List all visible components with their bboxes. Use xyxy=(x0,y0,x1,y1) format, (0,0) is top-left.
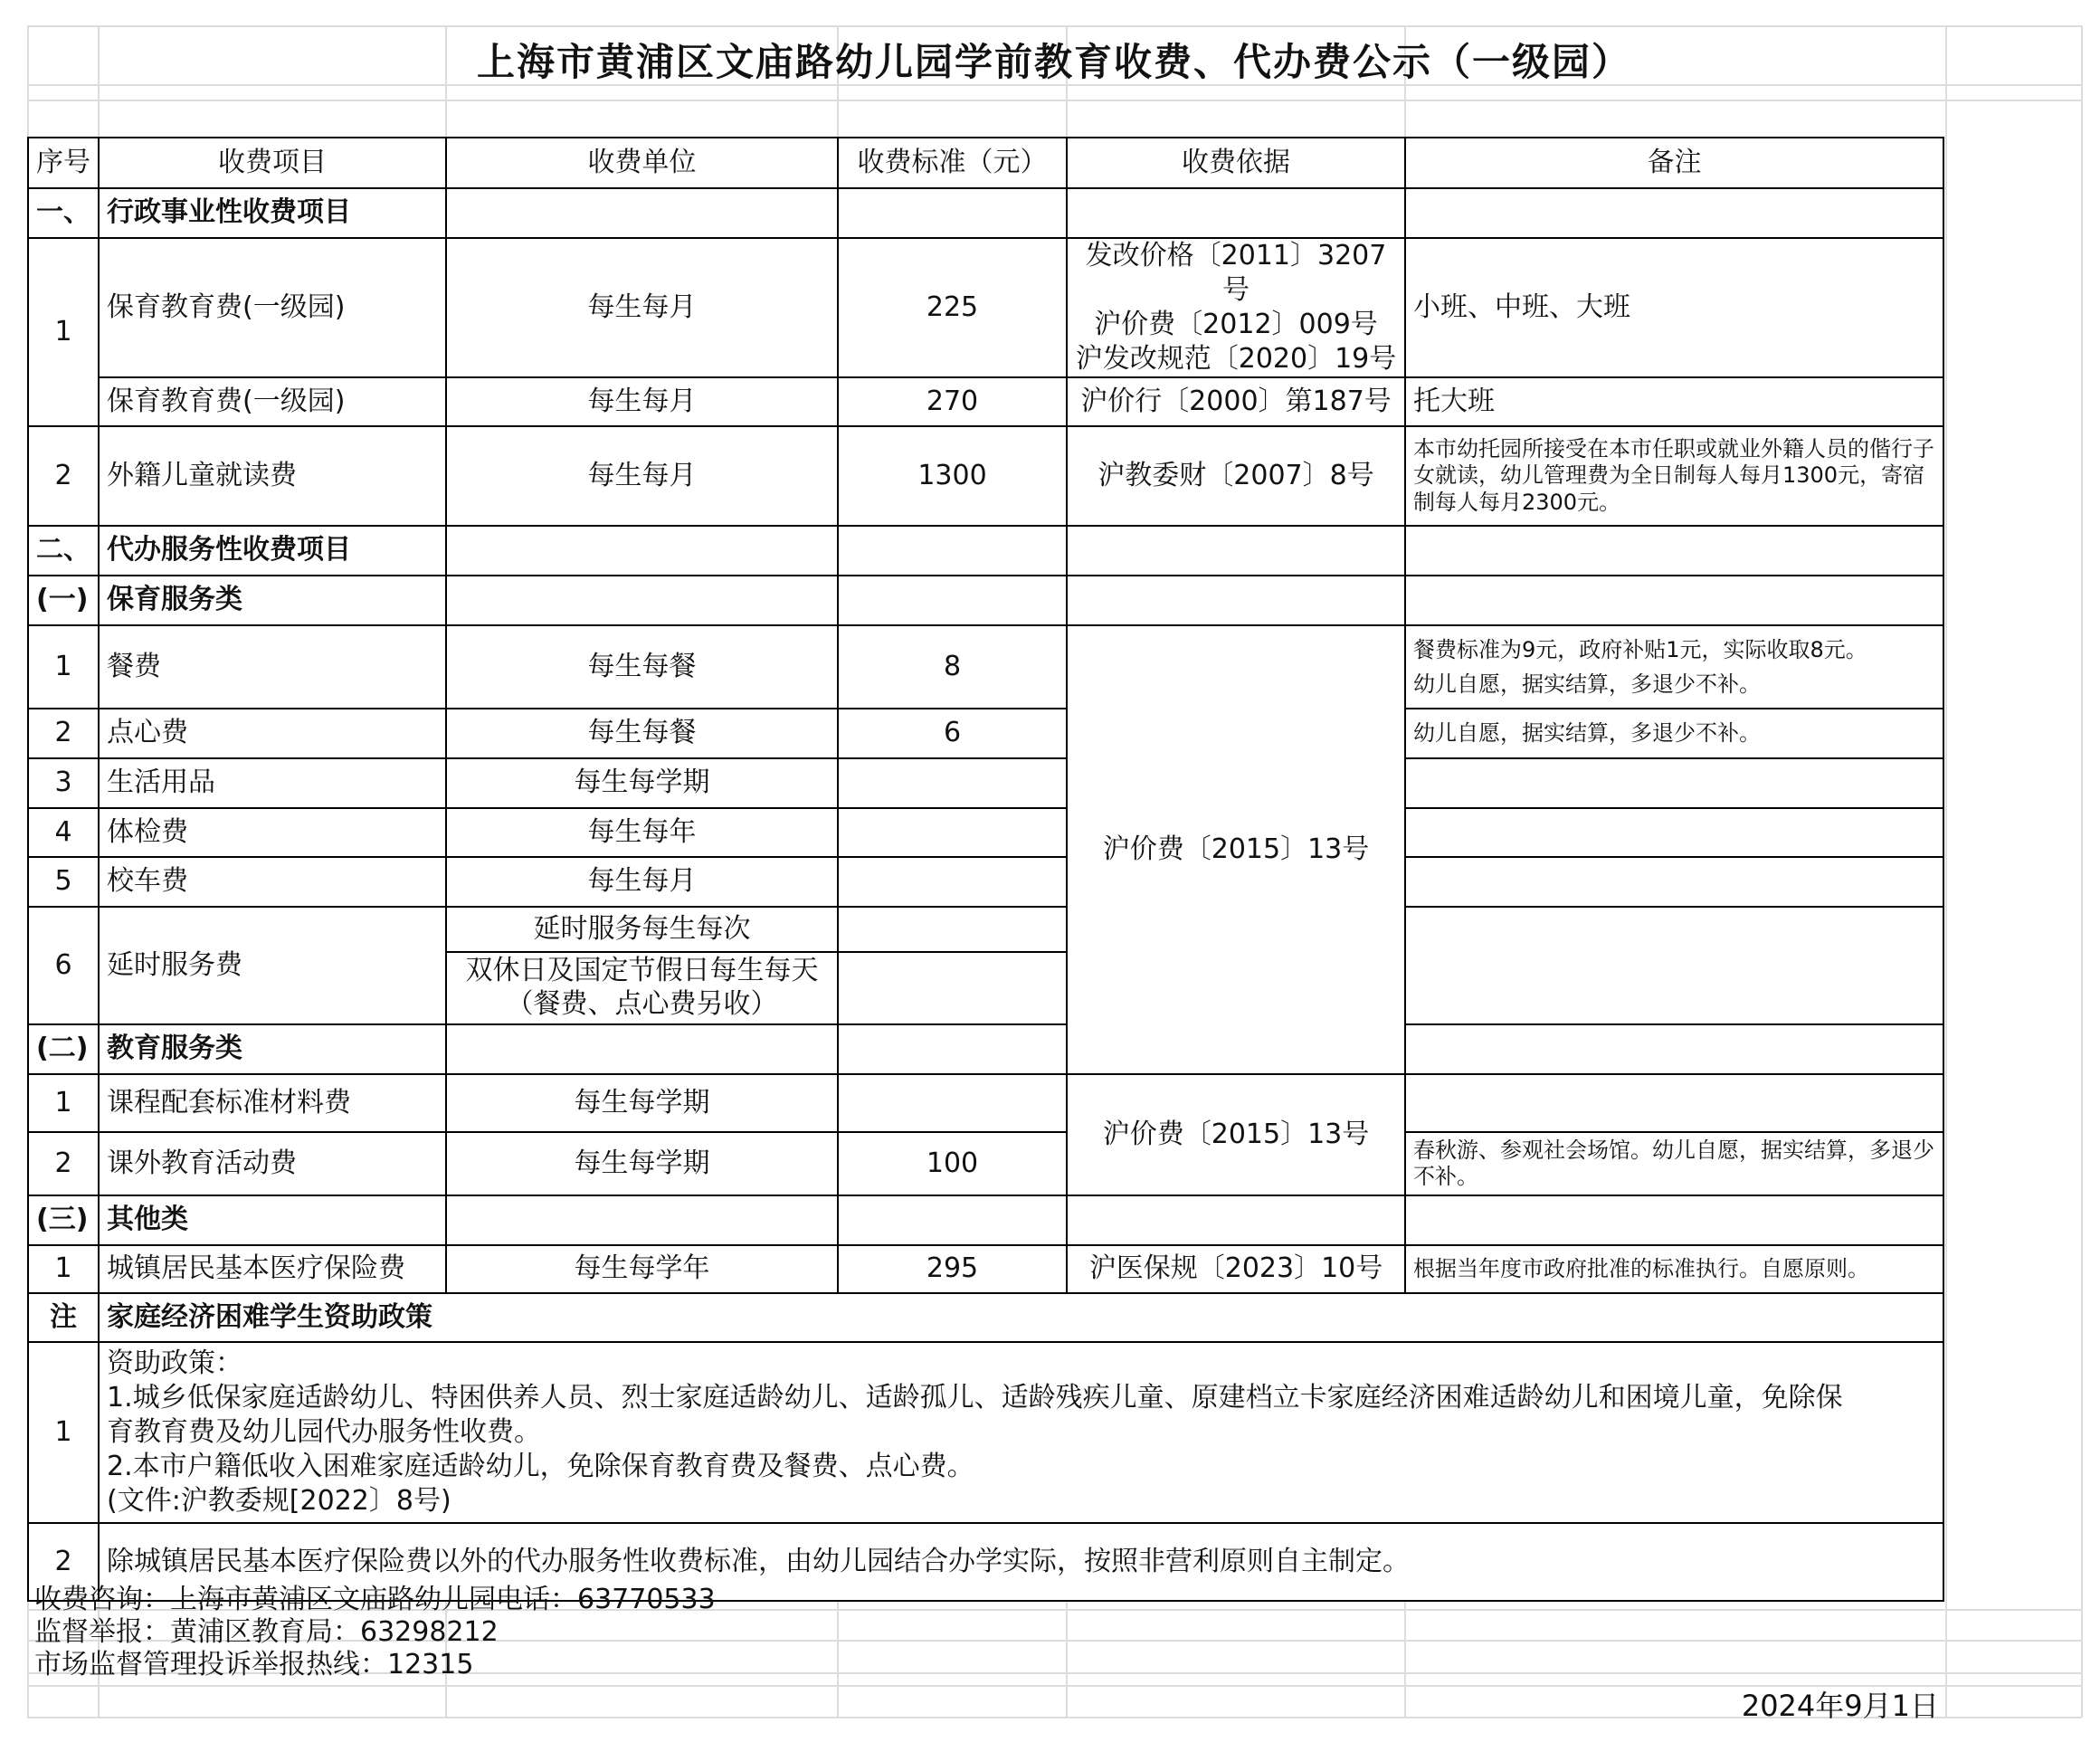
row-num: 1 xyxy=(28,1074,99,1132)
row-unit: 每生每年 xyxy=(446,808,838,857)
row-note: 幼儿自愿，据实结算，多退少不补。 xyxy=(1405,709,1943,758)
table-row xyxy=(28,625,1943,709)
unit-line: （餐费、点心费另收） xyxy=(506,988,778,1020)
row-num: 1 xyxy=(28,1245,99,1293)
table-row xyxy=(28,377,1943,426)
row-price: 8 xyxy=(838,625,1067,709)
header-unit: 收费单位 xyxy=(446,138,838,188)
subsection-row xyxy=(28,576,1943,625)
row-note: 托大班 xyxy=(1405,377,1943,426)
row-item: 点心费 xyxy=(99,709,446,758)
row-basis: 沪价费〔2015〕13号 xyxy=(1067,625,1405,1074)
basis-line: 沪价费〔2012〕009号 xyxy=(1094,309,1378,340)
table-row xyxy=(28,709,1943,758)
row-unit: 每生每餐 xyxy=(446,709,838,758)
footer-hotline: 市场监督管理投诉举报热线：12315 xyxy=(34,1649,474,1680)
row-item: 体检费 xyxy=(99,808,446,857)
subsection-label: 教育服务类 xyxy=(99,1024,446,1074)
row-unit xyxy=(446,952,838,1024)
row-note: 春秋游、参观社会场馆。幼儿自愿，据实结算，多退少不补。 xyxy=(1405,1132,1943,1195)
notes-row xyxy=(28,1342,1943,1523)
row-unit: 每生每月 xyxy=(446,426,838,526)
header-row xyxy=(28,138,1943,188)
row-unit: 每生每餐 xyxy=(446,625,838,709)
notes-header-row xyxy=(28,1293,1943,1342)
row-note xyxy=(1405,625,1943,709)
row-item: 延时服务费 xyxy=(99,907,446,1024)
row-basis: 沪教委财〔2007〕8号 xyxy=(1067,426,1405,526)
row-unit: 每生每学期 xyxy=(446,758,838,808)
row-price: 270 xyxy=(838,377,1067,426)
policy-line: 1.城乡低保家庭适龄幼儿、特困供养人员、烈士家庭适龄幼儿、适龄孤儿、适龄残疾儿童、原建档立卡家庭经济困难适龄幼儿和困境儿童，免除保 xyxy=(107,1382,1843,1414)
subsection-num: (三) xyxy=(28,1195,99,1245)
row-item: 餐费 xyxy=(99,625,446,709)
header-price: 收费标准（元） xyxy=(838,138,1067,188)
row-unit: 每生每月 xyxy=(446,238,838,377)
notes-policy xyxy=(99,1342,1943,1523)
row-num: 6 xyxy=(28,907,99,1024)
row-price xyxy=(838,907,1067,952)
unit-line: 双休日及国定节假日每生每天 xyxy=(465,955,819,987)
subsection-row xyxy=(28,1024,1943,1074)
row-unit: 每生每月 xyxy=(446,857,838,907)
row-item: 课外教育活动费 xyxy=(99,1132,446,1195)
row-price: 6 xyxy=(838,709,1067,758)
publish-date: 2024年9月1日 xyxy=(1741,1689,1939,1723)
table-row xyxy=(28,907,1943,952)
row-item: 校车费 xyxy=(99,857,446,907)
notes-num: 注 xyxy=(28,1293,99,1342)
row-num: 3 xyxy=(28,758,99,808)
table-row xyxy=(28,238,1943,377)
notes-row-num: 2 xyxy=(28,1523,99,1601)
row-note xyxy=(1405,857,1943,907)
table-row xyxy=(28,857,1943,907)
row-num: 2 xyxy=(28,709,99,758)
section-row xyxy=(28,188,1943,238)
row-price xyxy=(838,808,1067,857)
row-item: 生活用品 xyxy=(99,758,446,808)
subsection-label: 其他类 xyxy=(99,1195,446,1245)
row-note xyxy=(1405,1074,1943,1132)
section-num: 一、 xyxy=(28,188,99,238)
row-unit: 每生每学年 xyxy=(446,1245,838,1293)
row-basis: 沪价行〔2000〕第187号 xyxy=(1067,377,1405,426)
fee-table xyxy=(27,137,1944,1602)
row-item: 课程配套标准材料费 xyxy=(99,1074,446,1132)
table-row xyxy=(28,758,1943,808)
table-row xyxy=(28,1245,1943,1293)
subsection-label: 保育服务类 xyxy=(99,576,446,625)
row-num: 1 xyxy=(28,238,99,426)
note-line: 幼儿自愿，据实结算，多退少不补。 xyxy=(1413,671,1761,697)
row-price: 295 xyxy=(838,1245,1067,1293)
table-row xyxy=(28,1074,1943,1132)
header-item: 收费项目 xyxy=(99,138,446,188)
row-price xyxy=(838,857,1067,907)
row-price xyxy=(838,1074,1067,1132)
row-num: 2 xyxy=(28,1132,99,1195)
row-item: 城镇居民基本医疗保险费 xyxy=(99,1245,446,1293)
row-basis: 沪医保规〔2023〕10号 xyxy=(1067,1245,1405,1293)
row-price: 1300 xyxy=(838,426,1067,526)
row-item: 保育教育费(一级园) xyxy=(99,238,446,377)
section-label: 代办服务性收费项目 xyxy=(99,526,446,576)
section-row xyxy=(28,526,1943,576)
row-price: 100 xyxy=(838,1132,1067,1195)
basis-line: 发改价格〔2011〕3207号 xyxy=(1085,240,1387,306)
header-num: 序号 xyxy=(28,138,99,188)
notes-row-num: 1 xyxy=(28,1342,99,1523)
table-row xyxy=(28,1132,1943,1195)
row-basis: 沪价费〔2015〕13号 xyxy=(1067,1074,1405,1195)
row-num: 4 xyxy=(28,808,99,857)
row-item: 外籍儿童就读费 xyxy=(99,426,446,526)
footer-consult: 收费咨询：上海市黄浦区文庙路幼儿园电话：63770533 xyxy=(34,1584,716,1615)
page-title: 上海市黄浦区文庙路幼儿园学前教育收费、代办费公示（一级园） xyxy=(476,40,1631,84)
footer-report: 监督举报：黄浦区教育局：63298212 xyxy=(34,1616,499,1648)
policy-line: (文件:沪教委规[2022〕8号) xyxy=(107,1485,451,1517)
notes-label: 家庭经济困难学生资助政策 xyxy=(99,1293,1943,1342)
subsection-num: (二) xyxy=(28,1024,99,1074)
subsection-num: (一) xyxy=(28,576,99,625)
row-basis xyxy=(1067,238,1405,377)
notes-text: 除城镇居民基本医疗保险费以外的代办服务性收费标准，由幼儿园结合办学实际，按照非营利原则自主制定。 xyxy=(99,1523,1943,1601)
policy-line: 资助政策： xyxy=(107,1347,242,1379)
note-line: 餐费标准为9元，政府补贴1元，实际收取8元。 xyxy=(1413,637,1867,662)
row-price xyxy=(838,758,1067,808)
row-unit: 每生每学期 xyxy=(446,1132,838,1195)
row-price xyxy=(838,952,1067,1024)
policy-line: 育教育费及幼儿园代办服务性收费。 xyxy=(107,1416,541,1448)
subsection-row xyxy=(28,1195,1943,1245)
row-note xyxy=(1405,758,1943,808)
row-num: 2 xyxy=(28,426,99,526)
row-note xyxy=(1405,907,1943,1024)
row-note: 小班、中班、大班 xyxy=(1405,238,1943,377)
row-note: 根据当年度市政府批准的标准执行。自愿原则。 xyxy=(1405,1245,1943,1293)
row-unit: 每生每学期 xyxy=(446,1074,838,1132)
row-item: 保育教育费(一级园) xyxy=(99,377,446,426)
section-num: 二、 xyxy=(28,526,99,576)
row-unit: 每生每月 xyxy=(446,377,838,426)
basis-line: 沪发改规范〔2020〕19号 xyxy=(1075,343,1397,375)
policy-line: 2.本市户籍低收入困难家庭适龄幼儿，免除保育教育费及餐费、点心费。 xyxy=(107,1451,974,1482)
row-num: 1 xyxy=(28,625,99,709)
row-note: 本市幼托园所接受在本市任职或就业外籍人员的偕行子女就读，幼儿管理费为全日制每人每月1300元，寄宿制每人每月2300元。 xyxy=(1405,426,1943,526)
row-price: 225 xyxy=(838,238,1067,377)
table-row xyxy=(28,808,1943,857)
row-num: 5 xyxy=(28,857,99,907)
row-unit: 延时服务每生每次 xyxy=(446,907,838,952)
table-row xyxy=(28,426,1943,526)
header-basis: 收费依据 xyxy=(1067,138,1405,188)
row-note xyxy=(1405,808,1943,857)
header-note: 备注 xyxy=(1405,138,1943,188)
section-label: 行政事业性收费项目 xyxy=(99,188,446,238)
